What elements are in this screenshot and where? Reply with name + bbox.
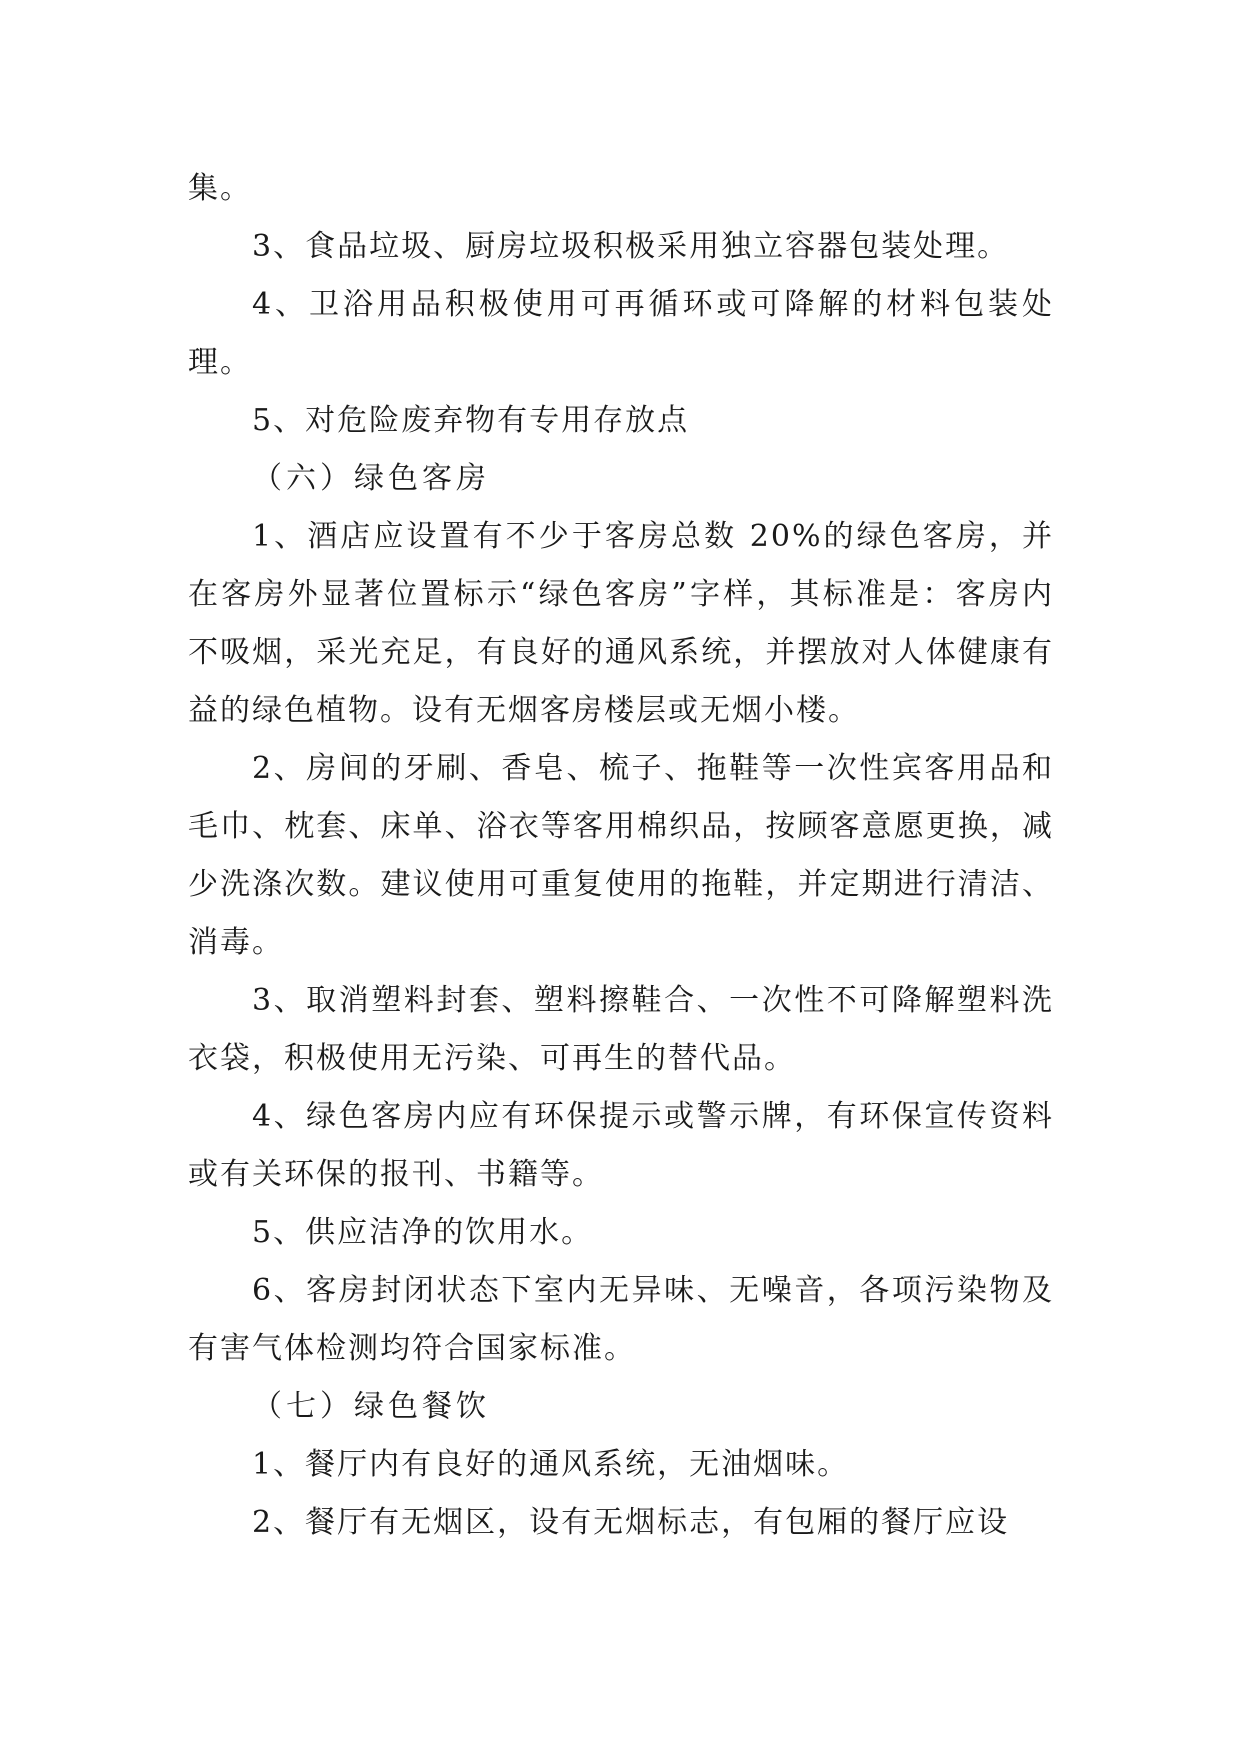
paragraph-item-2-disposables: 2、房间的牙刷、香皂、梳子、拖鞋等一次性宾客用品和毛巾、枕套、床单、浴衣等客用棉织品，按顾客意愿更换，减少洗涤次数。建议使用可重复使用的拖鞋，并定期进行清洁、消毒。 (188, 751, 1054, 960)
paragraph-item-6-air-quality: 6、客房封闭状态下室内无异味、无噪音，各项污染物及有害气体检测均符合国家标准。 (188, 1273, 1054, 1366)
paragraph-item-1-green-rooms: 1、酒店应设置有不少于客房总数 20%的绿色客房，并在客房外显著位置标示“绿色客房”字样，其标准是：客房内不吸烟，采光充足，有良好的通风系统，并摆放对人体健康有益的绿色植物。设有无烟客房楼层或无烟小楼。 (188, 519, 1054, 728)
document-body (188, 160, 1054, 1552)
section-heading-green-dining: （七）绿色餐饮 (252, 1389, 490, 1424)
paragraph-item-3-food-waste: 3、食品垃圾、厨房垃圾积极采用独立容器包装处理。 (252, 229, 1010, 264)
paragraph-item-5-hazardous-waste: 5、对危险废弃物有专用存放点 (252, 403, 690, 438)
paragraph-item-3-plastics: 3、取消塑料封套、塑料擦鞋合、一次性不可降解塑料洗衣袋，积极使用无污染、可再生的替代品。 (188, 983, 1054, 1076)
paragraph-item-2-no-smoking: 2、餐厅有无烟区，设有无烟标志，有包厢的餐厅应设 (252, 1505, 1010, 1540)
paragraph-item-5-drinking-water: 5、供应洁净的饮用水。 (252, 1215, 594, 1250)
paragraph-item-1-ventilation: 1、餐厅内有良好的通风系统，无油烟味。 (252, 1447, 850, 1482)
paragraph-item-4-bath-supplies: 4、卫浴用品积极使用可再循环或可降解的材料包装处理。 (188, 287, 1054, 380)
paragraph-continuation: 集。 (188, 171, 252, 206)
paragraph-item-4-eco-signs: 4、绿色客房内应有环保提示或警示牌，有环保宣传资料或有关环保的报刊、书籍等。 (188, 1099, 1054, 1192)
section-heading-green-rooms: （六）绿色客房 (252, 461, 490, 496)
